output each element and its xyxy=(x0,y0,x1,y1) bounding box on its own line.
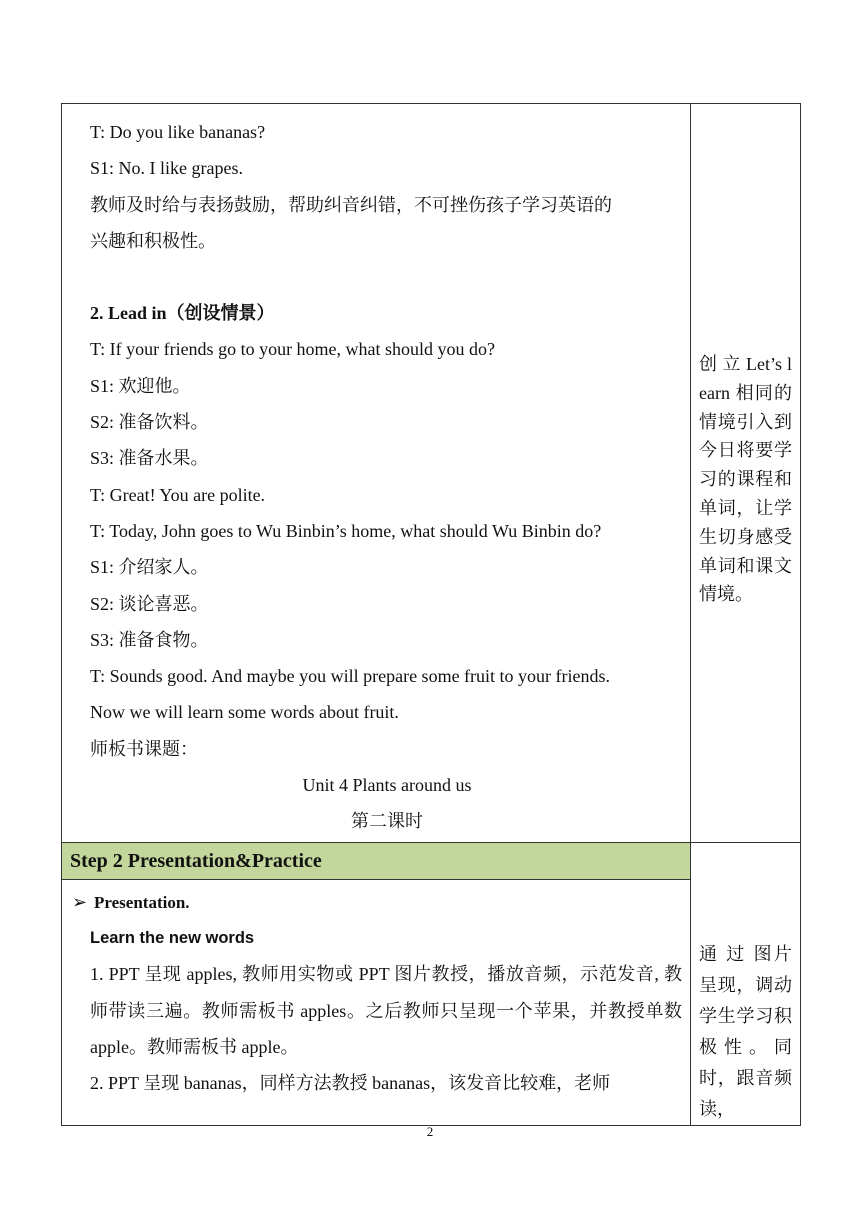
page-number: 2 xyxy=(426,1124,434,1139)
dialogue-line: S2: 准备饮料。 xyxy=(90,412,209,433)
dialogue-line: T: Do you like bananas? xyxy=(90,122,266,142)
procedure-paragraph: 2. PPT 呈现 bananas，同样方法教授 bananas，该发音比较难，老师 xyxy=(90,1073,611,1094)
dialogue-line: S3: 准备水果。 xyxy=(90,448,209,469)
presentation-item xyxy=(72,884,684,920)
procedure-cell xyxy=(62,104,691,843)
design-intent-cell xyxy=(691,104,801,843)
dialogue-line: S3: 准备食物。 xyxy=(90,629,209,650)
dialogue-line: T: If your friends go to your home, what should you do? xyxy=(90,339,496,360)
teacher-note-line: 教师及时给与表扬鼓励，帮助纠音纠错，不可挫伤孩子学习英语的 xyxy=(90,194,612,215)
dialogue-line: T: Sounds good. And maybe you will prepare some fruit to your friends. xyxy=(90,666,611,687)
board-title: Unit 4 Plants around us xyxy=(302,775,472,796)
lead-in-heading: 2. Lead in（创设情景） xyxy=(90,303,275,324)
dialogue-line: S1: 介绍家人。 xyxy=(90,557,209,578)
dialogue-line: S1: 欢迎他。 xyxy=(90,375,191,396)
step-heading: Step 2 Presentation&Practice xyxy=(62,843,690,880)
presentation-row xyxy=(62,842,801,1125)
learn-words-heading: Learn the new words xyxy=(90,928,255,947)
board-subtitle: 第二课时 xyxy=(351,811,423,832)
design-intent-cell xyxy=(691,842,801,1125)
design-intent-text: 创 立 Let’s learn 相同的情境引入到今日将要学习的课程和单词，让学生切身感受单词和课文情境。 xyxy=(699,354,792,605)
dialogue-line: T: Today, John goes to Wu Binbin’s home, what should Wu Binbin do? xyxy=(90,520,602,541)
dialogue-line: S2: 谈论喜恶。 xyxy=(90,593,209,614)
design-intent-text: 通 过 图片呈现，调动学生学习积极性。同时，跟音频读， xyxy=(699,943,792,1119)
teacher-note-line: 师板书课题： xyxy=(90,738,198,759)
dialogue-line: S1: No. I like grapes. xyxy=(90,158,243,179)
teacher-note-line: 兴趣和积极性。 xyxy=(90,230,216,251)
dialogue-line: T: Great! You are polite. xyxy=(90,484,266,505)
lesson-plan-table xyxy=(61,103,801,1126)
procedure-cell xyxy=(62,842,691,1125)
lead-in-row xyxy=(62,104,801,843)
dialogue-line: Now we will learn some words about fruit. xyxy=(90,702,399,723)
spacer xyxy=(90,259,684,295)
procedure-paragraph: 1. PPT 呈现 apples, 教师用实物或 PPT 图片教授，播放音频，示范发音, 教师带读三遍。教师需板书 apples。之后教师只呈现一个苹果，并教授单数 apple。教师需板书 apple。 xyxy=(90,964,682,1057)
arrow-bullet-icon: ➢ xyxy=(72,891,88,912)
presentation-label: Presentation. xyxy=(94,892,190,912)
